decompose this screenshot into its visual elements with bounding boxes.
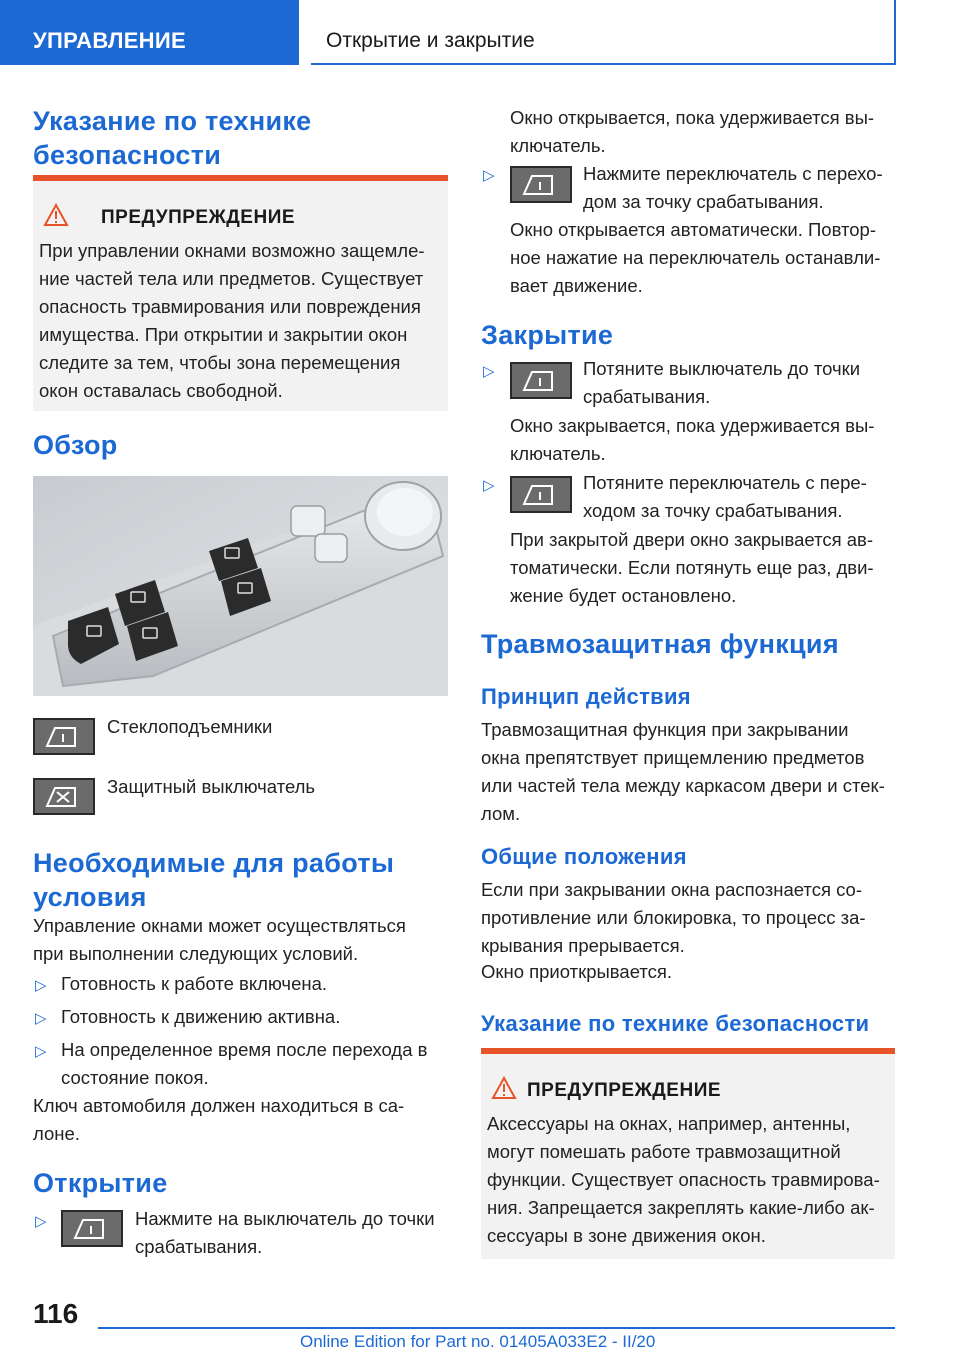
warning-text [487,1110,895,1250]
condition-item: Готовность к работе включена. [61,973,328,994]
text-line: противление или блокировка, то процесс за- [481,907,866,928]
warning-line: окон оставалась свободной. [39,380,283,401]
text-line: состояние покоя. [61,1067,209,1088]
text-line: Окно открывается автоматически. Повтор- [510,219,876,240]
text-line: при выполнении следующих условий. [33,943,359,964]
triangle-right-icon: ▷ [483,363,495,380]
text-line: дом за точку срабатывания. [583,191,824,212]
chapter-title: Открытие и закрытие [326,29,535,52]
warning-text [39,237,449,405]
opening-step-1 [135,1205,435,1261]
opening-heading: Открытие [33,1168,168,1198]
conditions-heading-line: Необходимые для работы [33,848,395,878]
window-switch-icon [33,718,95,755]
triangle-right-icon: ▷ [35,1043,47,1060]
text-line: Потяните выключатель до точки [583,358,861,379]
text-line: или частей тела между каркасом двери и стек- [481,775,885,796]
warning-triangle-icon [491,1076,517,1100]
text-line: срабатывания. [583,386,711,407]
text-line: Окно открывается, пока удерживается вы- [510,107,875,128]
text-line: При закрытой двери окно закрывается ав- [510,529,874,550]
warning-line: Аксессуары на окнах, например, антенны, [487,1113,851,1134]
warning-triangle-icon [43,203,69,227]
section-tab [0,0,299,65]
text-line: окна препятствует прищемлению предметов [481,747,865,768]
window-switch-icon [510,166,572,203]
condition-item: Готовность к движению активна. [61,1006,341,1027]
warning-line: следите за тем, чтобы зона перемещения [39,352,401,373]
conditions-heading-line: условия [33,882,147,912]
principle-heading: Принцип действия [481,684,691,709]
chapter-tab [311,0,896,65]
general-heading: Общие положения [481,844,687,869]
section-title: УПРАВЛЕНИЕ [33,28,186,53]
text-line: На определенное время после перехода в [61,1039,428,1060]
safety-heading-line: Указание по технике [33,106,312,136]
window-switch-icon [510,362,572,399]
text-line: Ключ автомобиля должен находиться в са- [33,1095,405,1116]
triangle-right-icon: ▷ [35,977,47,994]
triangle-right-icon: ▷ [483,477,495,494]
warning-box [481,1048,895,1259]
warning-line: могут помешать работе травмозащитной [487,1141,841,1162]
safety-heading-line: безопасности [33,140,222,170]
triangle-right-icon: ▷ [483,167,495,184]
warning-box [33,175,448,411]
opening-result-2 [510,216,880,300]
text-line: Потяните переключатель с пере- [583,472,867,493]
overview-heading: Обзор [33,430,118,460]
antipinch-heading: Травмозащитная функция [481,629,839,659]
warning-line: ние частей тела или предметов. Существует [39,268,424,289]
text-line: ключатель. [510,443,606,464]
safety-switch-icon [33,778,95,815]
text-line: ное нажатие на переключатель останавли- [510,247,881,268]
reopen-text: Окно приоткрывается. [481,961,673,982]
window-switch-panel-photo [33,476,448,696]
text-line: томатически. Если потянуть еще раз, дви- [510,557,874,578]
warning-line: При управлении окнами возможно защемле- [39,240,425,261]
window-switch-icon [510,476,572,513]
text-line: ключатель. [510,135,606,156]
warning-title: ПРЕДУПРЕЖДЕНИЕ [527,1080,722,1101]
text-line: вает движение. [510,275,643,296]
text-line: Травмозащитная функция при закрывании [481,719,849,740]
warning-line: сессуары в зоне движения окон. [487,1225,766,1246]
text-line: Управление окнами может осуществляться [33,915,406,936]
opening-result-1 [510,104,874,160]
principle-text [481,716,885,828]
warning-line: опасность травмирования или повреждения [39,296,421,317]
text-line: Если при закрывании окна распознается со- [481,879,863,900]
closing-result-2 [510,526,874,610]
condition-item [61,1036,428,1092]
text-line: лоне. [33,1123,80,1144]
general-text [481,876,866,960]
closing-step-2 [583,469,867,525]
legend-safety-switch: Защитный выключатель [107,776,316,797]
footer-divider [98,1327,895,1329]
closing-step-1 [583,355,860,411]
text-line: крывания прерывается. [481,935,685,956]
safety-heading-right: Указание по технике безопасности [481,1011,870,1036]
triangle-right-icon: ▷ [35,1010,47,1027]
text-line: Окно закрывается, пока удерживается вы- [510,415,875,436]
warning-title: ПРЕДУПРЕЖДЕНИЕ [101,207,296,228]
conditions-intro [33,912,406,968]
warning-line: имущества. При открытии и закрытии окон [39,324,408,345]
window-switch-icon [61,1210,123,1247]
text-line: Нажмите переключатель с перехо- [583,163,883,184]
page-number: 116 [33,1298,79,1329]
text-line: срабатывания. [135,1236,263,1257]
opening-step-2 [583,160,883,216]
text-line: лом. [481,803,521,824]
warning-line: ния. Запрещается закреплять какие-либо ак- [487,1197,875,1218]
footer-edition: Online Edition for Part no. 01405A033E2 - II/20 [300,1332,656,1351]
text-line: Нажмите на выключатель до точки [135,1208,435,1229]
closing-heading: Закрытие [481,320,614,350]
conditions-heading [33,846,394,914]
safety-heading [33,104,311,172]
warning-line: функции. Существует опасность травмирова- [487,1169,880,1190]
text-line: ходом за точку срабатывания. [583,500,843,521]
text-line: жение будет остановлено. [510,585,737,606]
closing-result-1 [510,412,874,468]
triangle-right-icon: ▷ [35,1213,47,1230]
key-note [33,1092,404,1148]
legend-window-switches: Стеклоподъемники [107,716,273,737]
